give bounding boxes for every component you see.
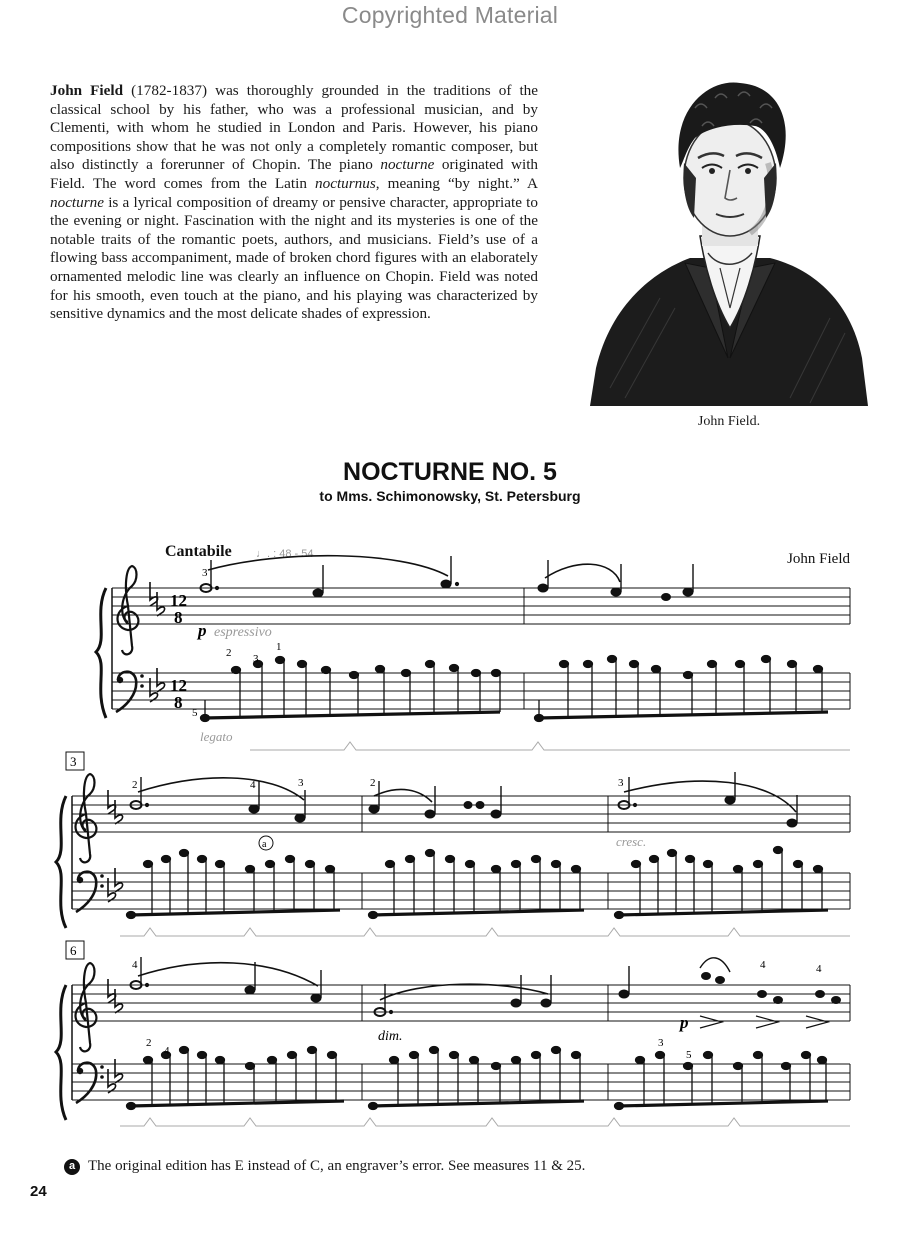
fingering: 1: [276, 641, 282, 653]
time-signature-top-treble: 12: [170, 591, 187, 610]
time-signature-top-bass: 12: [170, 676, 187, 695]
expression-cresc: cresc.: [616, 834, 647, 849]
piece-dedication: to Mms. Schimonowsky, St. Petersburg: [319, 488, 581, 504]
fingering: 3: [253, 653, 259, 665]
copyright-watermark: Copyrighted Material: [341, 2, 559, 28]
bio-text-3: , meaning “by night.” A: [375, 174, 538, 192]
fingering: 3: [202, 567, 208, 579]
bio-text-4: is a lyrical composition of dreamy or pensive character, appropriate to the evening or night. Fascination with the night and its mysteries is one of the notable traits of the romantic poets, authors, and musicians. Field’s use of a flowing bass accompaniment, made of broken chord figures with an elaborately ornamented melodic line was clearly an influence on Chopin. Field was noted for his smooth, even touch at the piano, and his playing was characterized by sensitive dynamics and the most delicate shades of expression.: [50, 193, 538, 323]
fingering: 2: [146, 1037, 152, 1049]
tempo-marking: Cantabile: [165, 543, 232, 560]
piece-title: NOCTURNE NO. 5: [343, 458, 557, 486]
fingering: 2: [370, 777, 376, 789]
measure-number-6: 6: [70, 943, 77, 958]
fingering: 5: [192, 707, 198, 719]
expression-espressivo: espressivo: [214, 625, 272, 640]
fingering: 4: [164, 1045, 170, 1057]
bio-name: John Field: [50, 82, 124, 99]
dynamic-piano: p: [198, 621, 207, 640]
footnote: [64, 1158, 585, 1175]
fingering: 3: [658, 1037, 664, 1049]
fingering: 3: [618, 777, 624, 789]
expression-legato: legato: [200, 729, 233, 744]
fingering: 3: [298, 777, 304, 789]
dynamic-piano-2: p: [680, 1013, 689, 1032]
composer-credit: John Field: [787, 551, 850, 567]
fingering: 2: [226, 647, 232, 659]
bio-term-nocturne-2: nocturne: [50, 193, 104, 211]
bio-term-nocturne: nocturne: [380, 156, 435, 174]
fingering: 4: [250, 779, 256, 791]
fingering: 5: [686, 1049, 692, 1061]
page-number: 24: [30, 1183, 47, 1200]
time-signature-bottom-treble: 8: [174, 608, 183, 627]
footnote-text: The original edition has E instead of C, an engraver’s error. See measures 11 & 25.: [88, 1158, 586, 1174]
system-2: [56, 752, 850, 936]
footnote-marker-circle: a: [262, 839, 267, 850]
measure-number-3: 3: [70, 754, 77, 769]
fingering: 4: [816, 963, 822, 975]
portrait-caption: John Field.: [697, 414, 761, 429]
bio-dates: (1782-1837): [131, 82, 208, 99]
fingering: 4: [760, 959, 766, 971]
footnote-marker: a: [64, 1159, 80, 1175]
time-signature-bottom-bass: 8: [174, 693, 183, 712]
metronome-marking: ♩. : 48 - 54: [256, 548, 314, 560]
expression-dim: dim.: [378, 1029, 403, 1044]
bio-term-nocturnus: nocturnus: [315, 174, 376, 192]
system-1: [96, 556, 850, 750]
fingering: 4: [132, 959, 138, 971]
bio-text-2: originated with Field. The word comes from the Latin: [50, 156, 539, 192]
bio-text-1: was thoroughly grounded in the traditions of the classical school by his father, who was a professional musician, and by Clementi, with whom he studied in London and Paris. However, his piano compositions show that he was not only a completely romantic composer, but also distinctly a forerunner of Chopin. The piano: [50, 82, 539, 174]
fingering: 2: [132, 779, 138, 791]
system-3: [56, 941, 850, 1126]
